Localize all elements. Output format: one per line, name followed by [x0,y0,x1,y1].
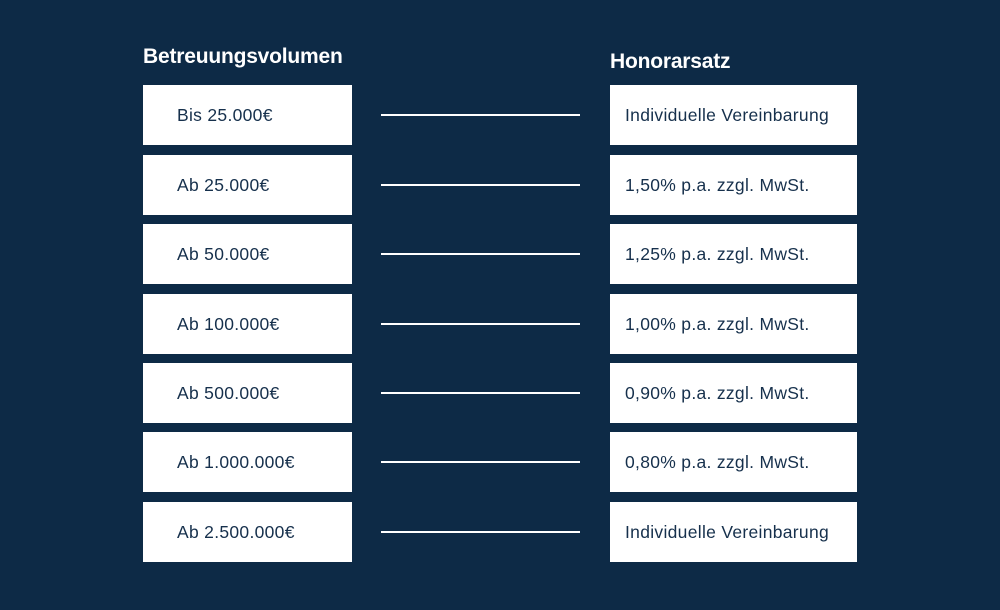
fee-cell: 0,90% p.a. zzgl. MwSt. [610,363,857,423]
connector-line [381,114,580,116]
table-row [0,432,1000,492]
volume-cell: Ab 25.000€ [143,155,352,215]
table-row [0,363,1000,423]
volume-cell: Ab 500.000€ [143,363,352,423]
fee-cell: 1,00% p.a. zzgl. MwSt. [610,294,857,354]
table-row [0,502,1000,562]
table-row [0,294,1000,354]
table-row [0,155,1000,215]
fee-cell: 1,25% p.a. zzgl. MwSt. [610,224,857,284]
fee-cell: 0,80% p.a. zzgl. MwSt. [610,432,857,492]
connector-line [381,184,580,186]
volume-cell: Ab 1.000.000€ [143,432,352,492]
fee-cell: Individuelle Vereinbarung [610,502,857,562]
fee-cell: Individuelle Vereinbarung [610,85,857,145]
fee-column-header: Honorarsatz [610,50,731,73]
connector-line [381,531,580,533]
table-row [0,85,1000,145]
connector-line [381,461,580,463]
volume-cell: Bis 25.000€ [143,85,352,145]
connector-line [381,323,580,325]
volume-column-header: Betreuungsvolumen [143,45,343,68]
connector-line [381,253,580,255]
volume-cell: Ab 50.000€ [143,224,352,284]
fee-cell: 1,50% p.a. zzgl. MwSt. [610,155,857,215]
connector-line [381,392,580,394]
volume-cell: Ab 2.500.000€ [143,502,352,562]
volume-cell: Ab 100.000€ [143,294,352,354]
table-row [0,224,1000,284]
